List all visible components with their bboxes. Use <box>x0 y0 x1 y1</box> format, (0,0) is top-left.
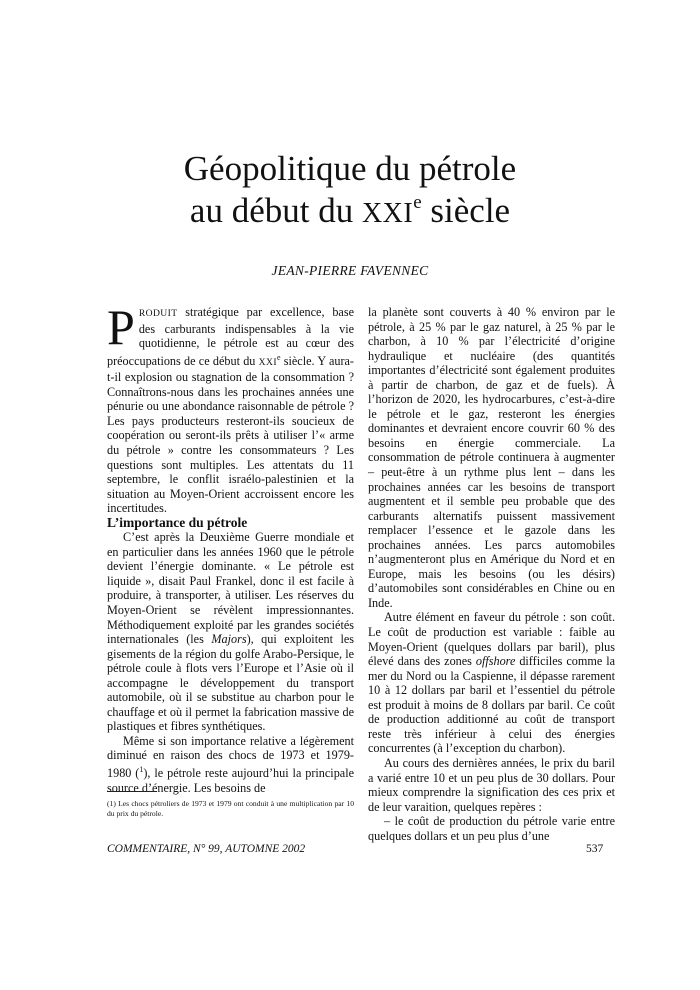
author-name: JEAN-PIERRE FAVENNEC <box>271 263 429 278</box>
left-column <box>107 299 354 795</box>
body-paragraph: Même si son importance relative a légèrement diminué en raison des chocs de 1973 et 1979-1980 ($^1$), le pétrole reste aujourd’hui la principale source d’énergie. Les besoins de <box>107 733 354 795</box>
drop-cap: P <box>107 299 135 355</box>
title-century: XXI <box>361 198 414 229</box>
page-number: 537 <box>586 843 604 855</box>
footnote-ref[interactable]: 1 <box>139 765 144 775</box>
intro-paragraph: PRODUIT stratégique par excellence, base des carburants indispensables à la vie quotidienne, le pétrole est au cœur des préoccupations de ce début du XXIe siècle. Y aura-t-il explosion ou stagnation de la consommation ? Connaîtrons-nous dans les prochaines années une pénurie ou une abondance raisonnable de pétrole ? Les pays producteurs resteront-ils soucieux de coopération ou seront-ils prêts à utiliser l’« arme du pétrole » contre les consommateurs ? Les questions sont multiples. Les attentats du 11 septembre, le conflit israélo-palestinien et la situation au Moyen-Orient accroissent encore les incertitudes. <box>107 299 354 516</box>
body-paragraph: Au cours des dernières années, le prix du baril a varié entre 10 et un peu plus de 30 dollars. Pour mieux comprendre la signification des ces prix et de leur varaition, quelques repères : <box>368 755 615 814</box>
body-paragraph: C’est après la Deuxième Guerre mondiale et en particulier dans les années 1960 que le pétrole devient l’énergie dominante. « Le pétrole est liquide », disait Paul Frankel, donc il est facile à produire, à transporter, à utiliser. Les réserves du Moyen-Orient se révèlent impressionnantes. Méthodiquement exploité par les grandes sociétés internationales (les Majors), qui exploitent les gisements de la région du golfe Arabo-Persique, le pétrole coule à flots vers l’Europe et l’Asie où il accompagne le développement du transport automobile, où il se substitue au charbon pour le chauffage et où il permet la fabrication massive de plastiques et fibres synthétiques. <box>107 530 354 734</box>
running-footer: COMMENTAIRE, N° 99, AUTOMNE 2002 <box>107 843 306 855</box>
body-paragraph: Autre élément en faveur du pétrole : son coût. Le coût de production est variable : faible au Moyen-Orient (quelques dollars par baril), plus élevé dans des zones offshore difficiles comme la mer du Nord ou la Caspienne, il dépasse rarement 10 à 12 dollars par baril et l’essentiel du pétrole est produit à moins de 8 dollars par baril. Ce coût de production additionné au coût de transport reste très inférieur à celui des énergies concurrentes (à l’exception du charbon). <box>368 610 616 756</box>
article-title <box>0 148 700 235</box>
title-line-1: Géopolitique du pétrole <box>183 149 517 188</box>
title-century-sup: e <box>413 192 422 213</box>
footnote: (1) Les chocs pétroliers de 1973 et 1979 ont conduit à une multiplication par 10 du prix du pétrole. <box>107 799 354 818</box>
body-paragraph: la planète sont couverts à 40 % environ par le pétrole, à 25 % par le gaz naturel, à 25 % par le charbon, à 10 % par l’électricité d’origine hydraulique et nucléaire (des quantités importantes d’électricité sont également produites à partir de charbon, de gaz et de fuels). À l’horizon de 2020, les hydrocarbures, c’est-à-dire le pétrole et le gaz, resteront les énergies dominantes et devraient encore couvrir 60 % des besoins en énergie commerciale. La consommation de pétrole continuera à augmenter – peut-être à un rythme plus lent – dans les prochaines années car les besoins de transport augmentent et il semble peu probable que des carburants alternatifs puissent massivement remplacer l’essence et le gazole dans les prochaines années. Les parcs automobiles n’augmenteront plus en Amérique du Nord et en Europe, mais les besoins (ou les désirs) d’automobiles sont considérables en Chine ou en Inde. <box>368 305 615 610</box>
section-heading: L’importance du pétrole <box>107 514 248 530</box>
title-line-2: au début du XXIe siècle <box>189 191 511 230</box>
right-column <box>368 305 615 843</box>
body-paragraph: – le coût de production du pétrole varie entre quelques dollars et un peu plus d’une <box>368 814 615 843</box>
footnote-divider <box>107 791 157 792</box>
